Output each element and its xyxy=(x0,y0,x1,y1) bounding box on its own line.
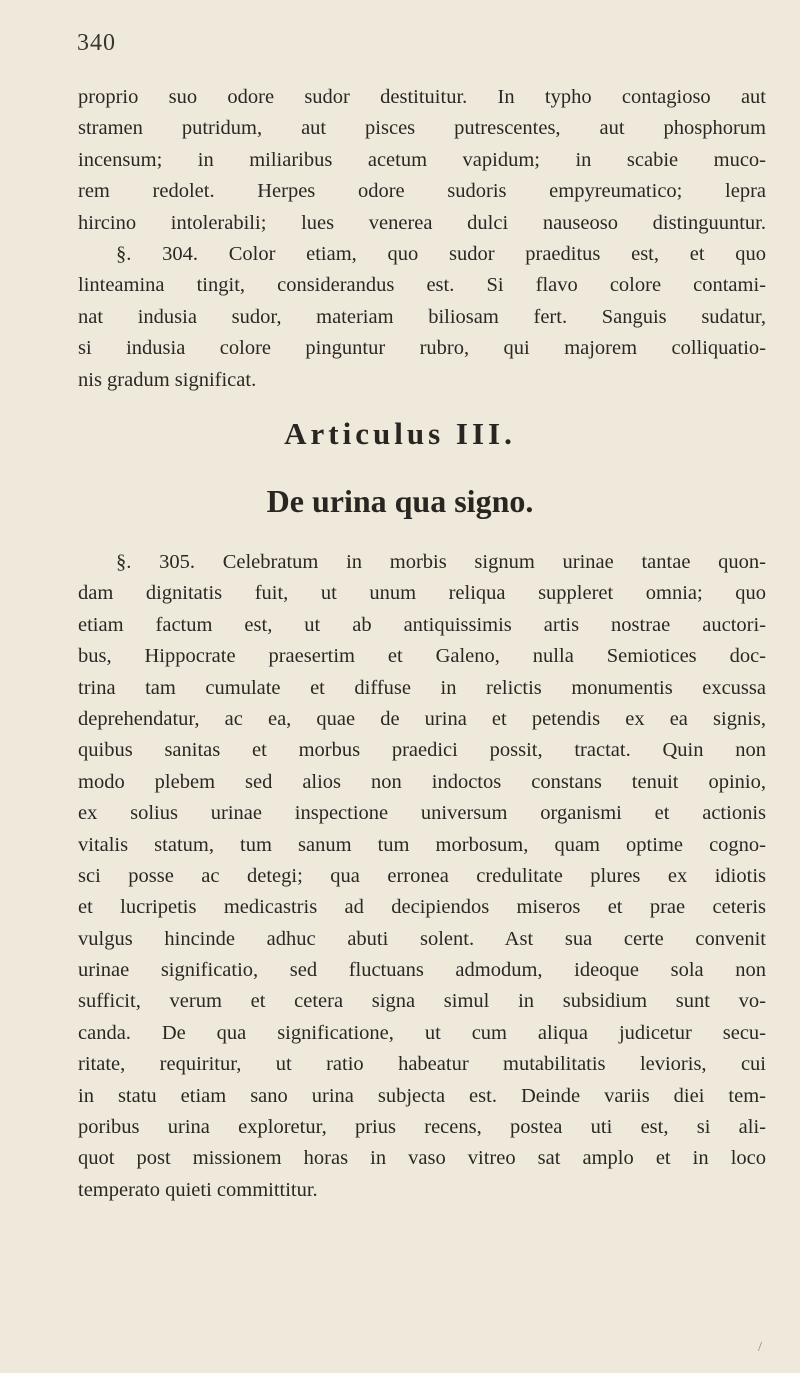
text-line: urinae significatio, sed fluctuans admodum, ideoque sola non xyxy=(78,959,766,982)
text-line: nat indusia sudor, materiam biliosam fert. Sanguis sudatur, xyxy=(78,305,766,328)
text-line: stramen putridum, aut pisces putrescentes, aut phosphorum xyxy=(78,117,766,140)
text-line: et lucripetis medicastris ad decipiendos miseros et prae ceteris xyxy=(78,896,766,919)
text-line: sci posse ac detegi; qua erronea credulitate plures ex idiotis xyxy=(78,864,766,887)
text-line: bus, Hippocrate praesertim et Galeno, nulla Semiotices doc- xyxy=(78,645,766,668)
article-heading: Articulus III. xyxy=(284,416,516,451)
text-line: hircino intolerabili; lues venerea dulci nauseoso distinguuntur. xyxy=(78,211,766,234)
text-line: linteamina tingit, considerandus est. Si flavo colore contami- xyxy=(78,274,766,297)
text-line: §. 305. Celebratum in morbis signum urinae tantae quon- xyxy=(116,551,766,573)
stray-ink-mark: / xyxy=(758,1340,762,1355)
text-line: sufficit, verum et cetera signa simul in subsidium sunt vo- xyxy=(78,990,766,1013)
text-line: deprehendatur, ac ea, quae de urina et petendis ex ea signis, xyxy=(78,707,766,730)
text-line: ritate, requiritur, ut ratio habeatur mutabilitatis levioris, cui xyxy=(78,1053,766,1076)
text-line: nis gradum significat. xyxy=(78,368,257,391)
text-line: in statu etiam sano urina subjecta est. Deinde variis diei tem- xyxy=(78,1084,766,1107)
text-line: si indusia colore pinguntur rubro, qui majorem colliquatio- xyxy=(78,337,766,360)
page-number: 340 xyxy=(77,30,116,56)
text-line: vulgus hincinde adhuc abuti solent. Ast sua certe convenit xyxy=(78,927,766,950)
text-line: vitalis statum, tum sanum tum morbosum, quam optime cogno- xyxy=(78,833,766,856)
text-block-upper xyxy=(78,82,766,396)
text-line: trina tam cumulate et diffuse in relictis monumentis excussa xyxy=(78,676,766,699)
text-line: incensum; in miliaribus acetum vapidum; in scabie muco- xyxy=(78,148,766,171)
text-line: §. 304. Color etiam, quo sudor praeditus est, et quo xyxy=(116,242,766,265)
text-block-lower xyxy=(78,547,766,1206)
text-line: canda. De qua significatione, ut cum aliqua judicetur secu- xyxy=(78,1021,766,1044)
text-line: modo plebem sed alios non indoctos constans tenuit opinio, xyxy=(78,770,766,793)
text-line: etiam factum est, ut ab antiquissimis artis nostrae auctori- xyxy=(78,613,766,636)
article-title: De urina qua signo. xyxy=(266,483,534,519)
text-line: ex solius urinae inspectione universum organismi et actionis xyxy=(78,802,766,825)
text-line: poribus urina exploretur, prius recens, postea uti est, si ali- xyxy=(78,1116,766,1139)
text-line: rem redolet. Herpes odore sudoris empyreumatico; lepra xyxy=(78,180,766,203)
text-line: quibus sanitas et morbus praedici possit, tractat. Quin non xyxy=(78,739,766,762)
text-line: dam dignitatis fuit, ut unum reliqua suppleret omnia; quo xyxy=(78,582,766,605)
text-line: temperato quieti committitur. xyxy=(78,1178,318,1201)
text-line: proprio suo odore sudor destituitur. In typho contagioso aut xyxy=(78,86,766,108)
text-line: quot post missionem horas in vaso vitreo sat amplo et in loco xyxy=(78,1147,766,1170)
